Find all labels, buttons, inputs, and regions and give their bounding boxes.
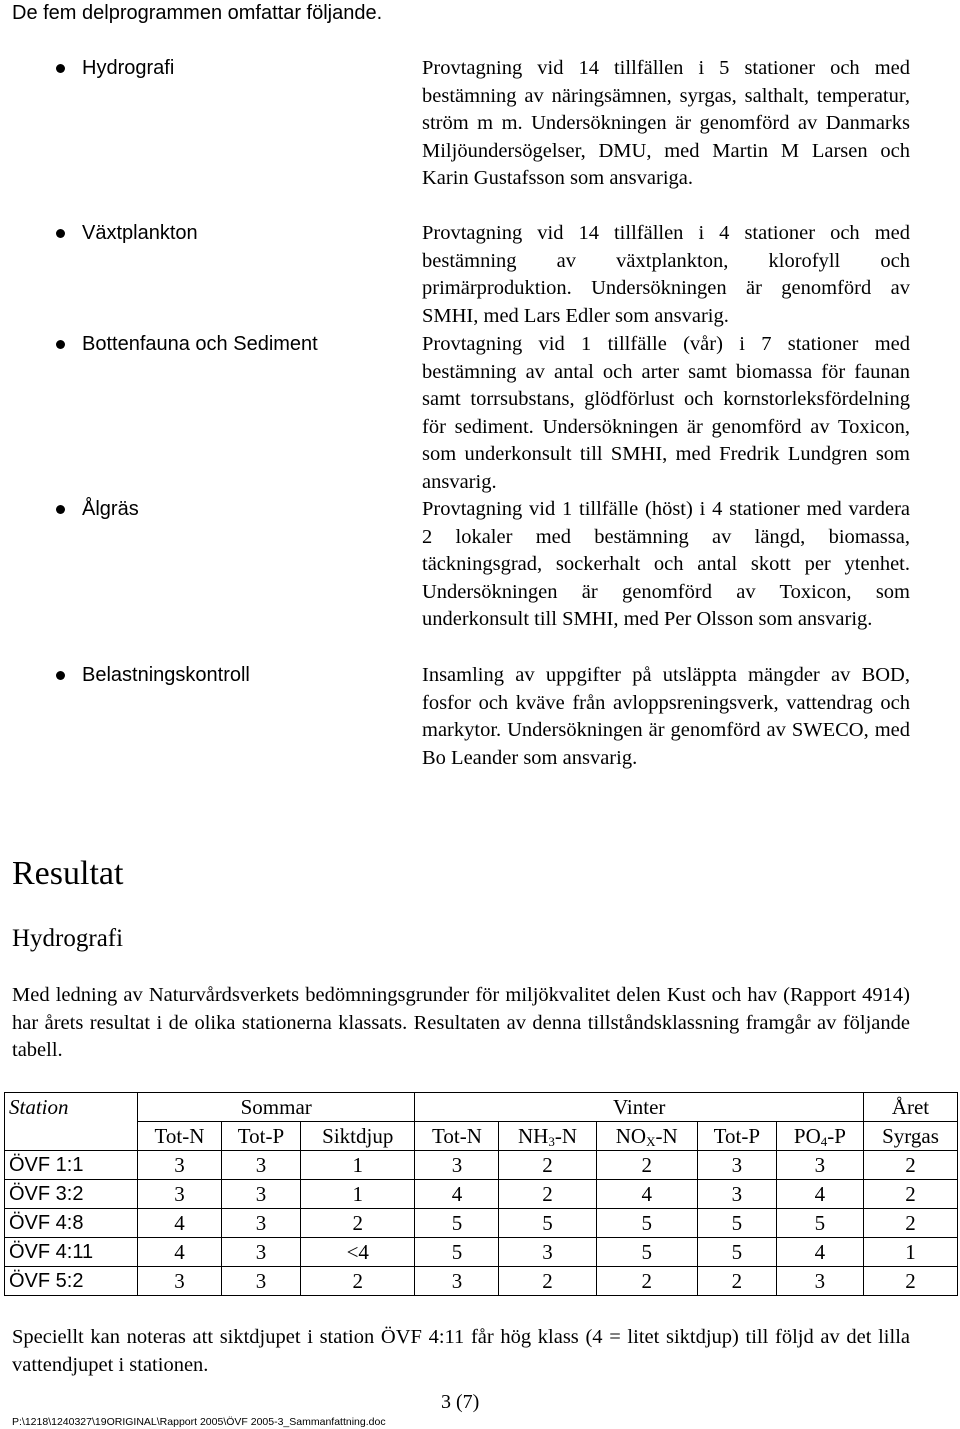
class-value-cell: 3: [221, 1209, 300, 1238]
table-row: [5, 1151, 958, 1180]
group-header-sommar: Sommar: [137, 1093, 415, 1122]
class-value-cell: 3: [221, 1267, 300, 1296]
station-cell: ÖVF 1:1: [5, 1151, 138, 1180]
class-value-cell: 2: [596, 1151, 697, 1180]
class-value-cell: 3: [221, 1151, 300, 1180]
class-value-cell: 5: [596, 1238, 697, 1267]
group-header-vinter: Vinter: [415, 1093, 864, 1122]
heading-resultat: Resultat: [12, 855, 124, 892]
paragraph-intro: Med ledning av Naturvårdsverkets bedömningsgrunder för miljökvalitet delen Kust och hav (Rapport 4914) har årets resultat i de olika stationerna klassats. Resultaten av denna tillståndsklassning framgår av följande tabell.: [12, 984, 910, 1061]
group-header-aret: Året: [863, 1093, 957, 1122]
class-value-cell: 3: [697, 1151, 776, 1180]
column-header: [596, 1122, 697, 1151]
class-value-cell: 3: [776, 1267, 863, 1296]
class-value-cell: 5: [697, 1238, 776, 1267]
class-value-cell: <4: [301, 1238, 415, 1267]
class-value-cell: 1: [863, 1238, 957, 1267]
table-row: [5, 1209, 958, 1238]
station-header-spacer: [5, 1122, 138, 1151]
bullet-icon: [56, 64, 65, 73]
class-value-cell: 2: [697, 1267, 776, 1296]
class-value-cell: 2: [863, 1151, 957, 1180]
class-value-cell: 3: [137, 1180, 221, 1209]
station-cell: ÖVF 4:11: [5, 1238, 138, 1267]
class-value-cell: 3: [499, 1238, 596, 1267]
column-header: Siktdjup: [301, 1122, 415, 1151]
table-row: [5, 1238, 958, 1267]
program-description: Provtagning vid 14 tillfällen i 5 stationer och med bestämning av näringsämnen, syrgas, salthalt, temperatur, ström m m. Undersökningen är genomförd av Danmarks Miljöundersögelser, DMU, med Martin M Larsen och Karin Gustafsson som ansvariga.: [422, 57, 910, 189]
class-value-cell: 4: [596, 1180, 697, 1209]
class-value-cell: 3: [137, 1267, 221, 1296]
class-value-cell: 1: [301, 1180, 415, 1209]
table-column-header-row: [5, 1122, 958, 1151]
class-value-cell: 3: [776, 1151, 863, 1180]
class-value-cell: 3: [221, 1180, 300, 1209]
subscript: 4: [820, 1134, 828, 1149]
bullet-icon: [56, 229, 65, 238]
column-header-part: -N: [554, 1124, 578, 1148]
class-value-cell: 4: [137, 1238, 221, 1267]
column-header-part: NO: [615, 1124, 647, 1148]
class-value-cell: 3: [221, 1238, 300, 1267]
program-name: Hydrografi: [82, 57, 175, 79]
class-value-cell: 2: [301, 1209, 415, 1238]
class-value-cell: 3: [415, 1151, 499, 1180]
class-value-cell: 5: [499, 1209, 596, 1238]
class-value-cell: 5: [415, 1209, 499, 1238]
bullet-icon: [56, 671, 65, 680]
column-header: Tot-N: [415, 1122, 499, 1151]
class-value-cell: 3: [415, 1267, 499, 1296]
heading-hydrografi: Hydrografi: [12, 925, 124, 952]
subscript: X: [646, 1134, 656, 1149]
footer-file-path: P:\1218\1240327\19ORIGINAL\Rapport 2005\ÖVF 2005-3_Sammanfattning.doc: [12, 1416, 386, 1428]
class-value-cell: 2: [499, 1180, 596, 1209]
class-value-cell: 4: [776, 1180, 863, 1209]
station-cell: ÖVF 4:8: [5, 1209, 138, 1238]
class-value-cell: 2: [863, 1267, 957, 1296]
class-value-cell: 4: [415, 1180, 499, 1209]
column-header: Tot-P: [697, 1122, 776, 1151]
bullet-icon: [56, 340, 65, 349]
program-name: Ålgräs: [82, 498, 139, 520]
column-header: Tot-N: [137, 1122, 221, 1151]
class-value-cell: 3: [137, 1151, 221, 1180]
page-number: 3 (7): [441, 1391, 480, 1413]
class-value-cell: 5: [596, 1209, 697, 1238]
table-row: [5, 1180, 958, 1209]
table-row: [5, 1267, 958, 1296]
program-description: Provtagning vid 14 tillfällen i 4 stationer och med bestämning av växtplankton, klorofyll och primärproduktion. Undersökningen är genomförd av SMHI, med Lars Edler som ansvarig.: [422, 222, 910, 327]
class-value-cell: 5: [776, 1209, 863, 1238]
class-value-cell: 5: [415, 1238, 499, 1267]
table-group-header-row: [5, 1093, 958, 1122]
column-header: Tot-P: [221, 1122, 300, 1151]
column-header-part: -N: [655, 1124, 678, 1148]
column-header-part: PO: [793, 1124, 821, 1148]
paragraph-note: Speciellt kan noteras att siktdjupet i station ÖVF 4:11 får hög klass (4 = litet siktdjup) till följd av det lilla vattendjupet i stationen.: [12, 1326, 910, 1376]
class-value-cell: 2: [863, 1209, 957, 1238]
intro-text: De fem delprogrammen omfattar följande.: [12, 2, 383, 24]
column-header: Syrgas: [863, 1122, 957, 1151]
program-name: Belastningskontroll: [82, 664, 250, 686]
program-description: Provtagning vid 1 tillfälle (vår) i 7 stationer med bestämning av antal och arter samt biomassa för faunan samt torrsubstans, glödförlust och kornstorleksfördelning för sediment. Undersökningen är genomförd av Toxicon, som underkonsult till SMHI, med Fredrik Lundgren som ansvarig.: [422, 333, 910, 493]
class-value-cell: 2: [499, 1267, 596, 1296]
class-value-cell: 2: [596, 1267, 697, 1296]
class-value-cell: 4: [137, 1209, 221, 1238]
station-cell: ÖVF 3:2: [5, 1180, 138, 1209]
station-cell: ÖVF 5:2: [5, 1267, 138, 1296]
class-value-cell: 1: [301, 1151, 415, 1180]
column-header-part: NH: [518, 1124, 549, 1148]
classification-table: [4, 1092, 958, 1296]
program-description: Provtagning vid 1 tillfälle (höst) i 4 stationer med vardera 2 lokaler med bestämning av längd, biomassa, täckningsgrad, sockerhalt och antal skott per ytenhet. Undersökningen är genomförd av Toxicon, som underkonsult till SMHI, med Per Olsson som ansvarig.: [422, 498, 910, 630]
bullet-icon: [56, 505, 65, 514]
class-value-cell: 2: [301, 1267, 415, 1296]
class-value-cell: 5: [697, 1209, 776, 1238]
table-body: [5, 1151, 958, 1296]
program-description: Insamling av uppgifter på utsläppta mängder av BOD, fosfor och kväve från avloppsreningsverk, vattendrag och markytor. Undersökningen är genomförd av SWECO, med Bo Leander som ansvarig.: [422, 664, 910, 769]
column-header: [499, 1122, 596, 1151]
column-header: [776, 1122, 863, 1151]
subscript: 3: [548, 1134, 555, 1149]
class-value-cell: 2: [863, 1180, 957, 1209]
class-value-cell: 2: [499, 1151, 596, 1180]
column-header-part: -P: [827, 1124, 846, 1148]
program-name: Växtplankton: [82, 222, 198, 244]
program-name: Bottenfauna och Sediment: [82, 333, 318, 355]
station-column-header: Station: [5, 1093, 138, 1122]
class-value-cell: 4: [776, 1238, 863, 1267]
class-value-cell: 3: [697, 1180, 776, 1209]
